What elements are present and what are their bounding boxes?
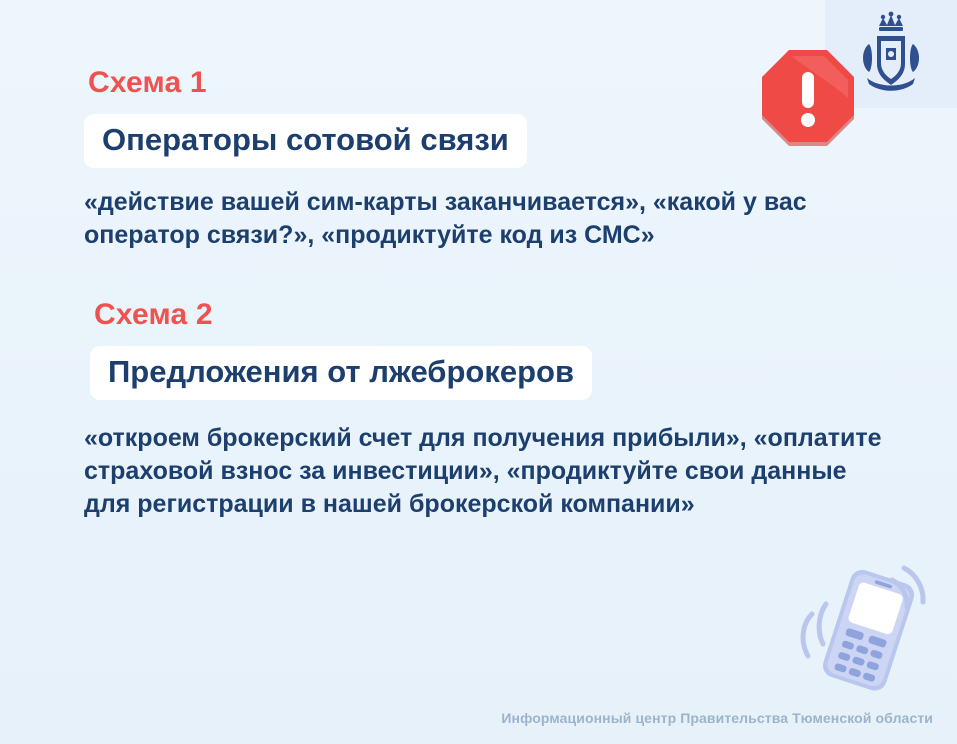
scheme-2-headline: Предложения от лжеброкеров xyxy=(90,346,592,400)
poster-content xyxy=(84,66,894,521)
scheme-block-2 xyxy=(84,298,894,521)
scheme-1-quote: «действие вашей сим-карты заканчивается», «какой у вас оператор связи?», «продиктуйте код из СМС» xyxy=(84,188,807,250)
scheme-1-label: Схема 1 xyxy=(88,66,207,99)
scheme-2-label: Схема 2 xyxy=(94,298,213,332)
footer-credit: Информационный центр Правительства Тюменской области xyxy=(501,710,933,726)
ringing-mobile-phone-icon xyxy=(772,560,942,700)
scheme-block-1 xyxy=(84,66,894,252)
scheme-2-quote: «откроем брокерский счет для получения прибыли», «оплатите страховой взнос за инвестиции», «продиктуйте свои данные для регистрации в нашей брокерской компании» xyxy=(84,424,882,519)
scheme-1-headline: Операторы сотовой связи xyxy=(84,114,527,168)
